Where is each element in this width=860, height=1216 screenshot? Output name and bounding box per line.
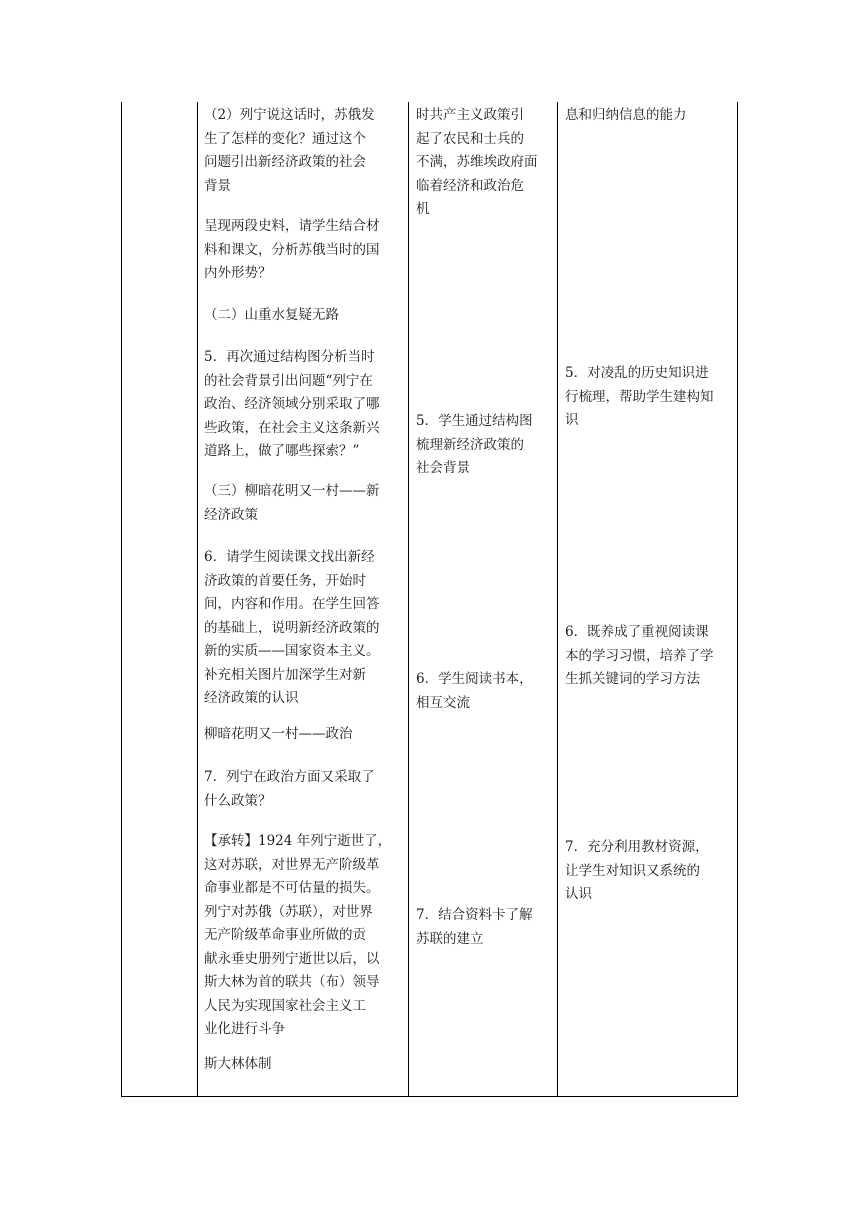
teacher-activity-paragraph: 【承转】1924 年列宁逝世了， 这对苏联，对世界无产阶级革 命事业都是不可估量的损失。 列宁对苏俄（苏联），对世界 无产阶级革命事业所做的贡 献永垂史册列宁逝世以后，以 斯大林为首的联共（布）领导 人民为实现国家社会主义工 业化进行斗争 (204, 833, 392, 1037)
student-activity-paragraph: 6．学生阅读书本， 相互交流 (416, 671, 533, 711)
student-activity-paragraph: 5．学生通过结构图 梳理新经济政策的 社会背景 (416, 413, 533, 476)
section-heading: （二）山重水复疑无路 (204, 307, 339, 323)
design-intent-paragraph: 5．对凌乱的历史知识进 行梳理，帮助学生建构知 识 (565, 365, 714, 428)
student-activity-paragraph: 7．结合资料卡了解 苏联的建立 (416, 907, 533, 947)
teacher-activity-paragraph: 6．请学生阅读课文找出新经 济政策的首要任务，开始时 间，内容和作用。在学生回答 的基础上，说明新经济政策的 新的实质——国家资本主义。 补充相关图片加深学生对新 经济政策的认识 (204, 549, 380, 706)
column-divider (197, 102, 198, 1096)
design-intent-paragraph: 息和归纳信息的能力 (565, 107, 687, 123)
column-divider (557, 102, 558, 1096)
design-intent-paragraph: 6．既养成了重视阅读课 本的学习习惯，培养了学 生抓关键词的学习方法 (565, 624, 714, 687)
section-heading: 斯大林体制 (204, 1056, 272, 1072)
teacher-activity-paragraph: 7．列宁在政治方面又采取了 什么政策？ (204, 769, 375, 809)
teacher-activity-paragraph: 呈现两段史料，请学生结合材 料和课文，分析苏俄当时的国 内外形势？ (204, 218, 380, 281)
section-heading: （三）柳暗花明又一村——新 经济政策 (204, 483, 380, 523)
teacher-activity-paragraph: 5．再次通过结构图分析当时 的社会背景引出问题“列宁在 政治、经济领域分别采取了哪 些政策，在社会主义这条新兴 道路上，做了哪些探索？” (204, 349, 380, 459)
student-activity-paragraph: 时共产主义政策引 起了农民和士兵的 不满，苏维埃政府面 临着经济和政治危 机 (416, 107, 538, 217)
section-heading: 柳暗花明又一村——政治 (204, 726, 353, 742)
column-divider (408, 102, 409, 1096)
teacher-activity-paragraph: （2）列宁说这话时，苏俄发 生了怎样的变化？通过这个 问题引出新经济政策的社会 背景 (204, 107, 375, 194)
design-intent-paragraph: 7．充分利用教材资源， 让学生对知识又系统的 认识 (565, 839, 709, 902)
